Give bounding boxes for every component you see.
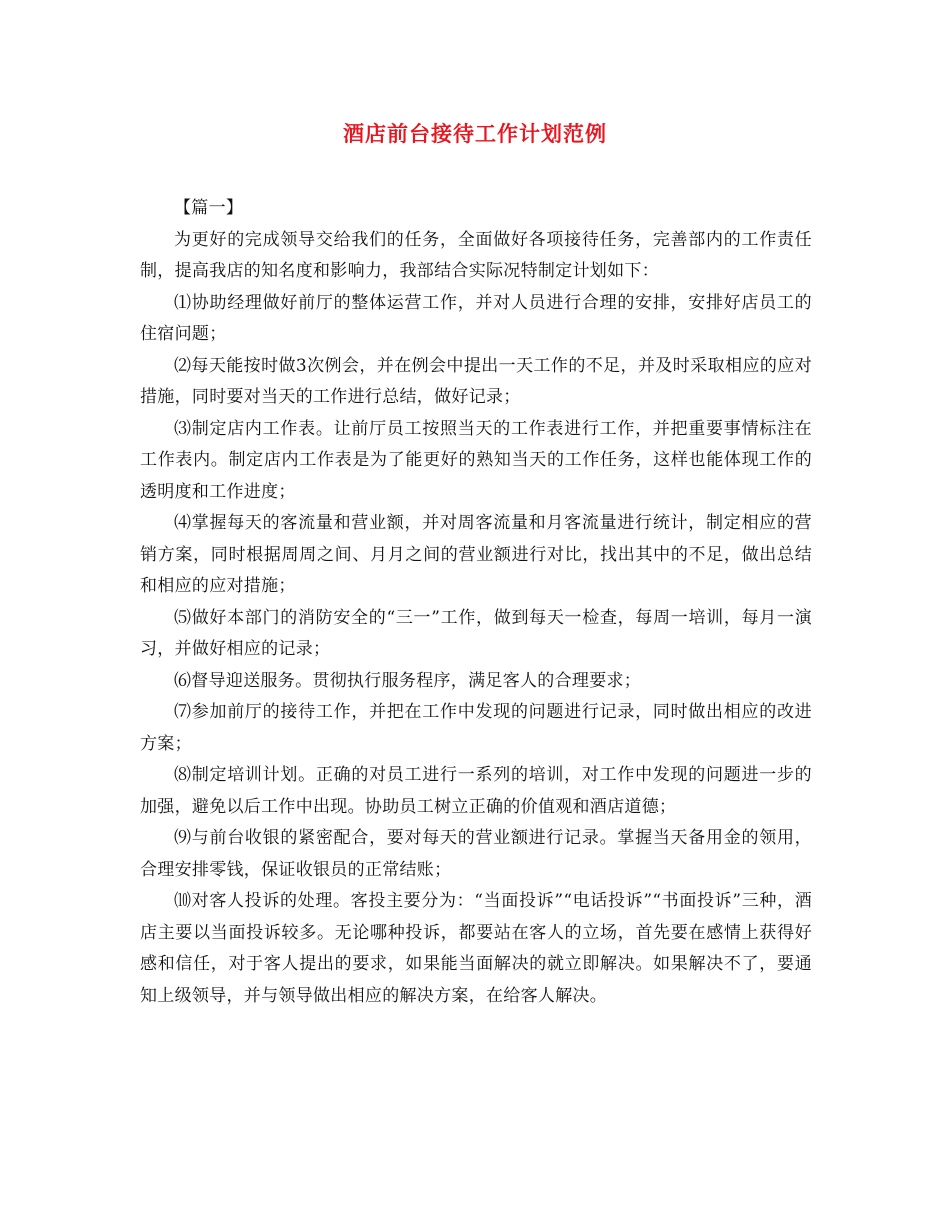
paragraph-item-2: ⑵每天能按时做3次例会，并在例会中提出一天工作的不足，并及时采取相应的应对措施，同时要对当天的工作进行总结，做好记录； (140, 355, 812, 407)
section-heading: 【篇一】 (174, 198, 244, 218)
paragraph-item-7: ⑺参加前厅的接待工作，并把在工作中发现的问题进行记录，同时做出相应的改进方案； (140, 702, 812, 754)
paragraph-item-5: ⑸做好本部门的消防安全的“三一”工作，做到每天一检查，每周一培训，每月一演习，并做好相应的记录； (140, 607, 812, 659)
document-body (140, 193, 812, 1012)
page-title: 酒店前台接待工作计划范例 (343, 121, 607, 146)
paragraph-intro: 为更好的完成领导交给我们的任务，全面做好各项接待任务，完善部内的工作责任制，提高我店的知名度和影响力，我部结合实际况特制定计划如下： (140, 229, 812, 281)
paragraph-item-9: ⑼与前台收银的紧密配合，要对每天的营业额进行记录。掌握当天备用金的领用，合理安排零钱，保证收银员的正常结账； (140, 828, 812, 880)
paragraph-item-1: ⑴协助经理做好前厅的整体运营工作，并对人员进行合理的安排，安排好店员工的住宿问题； (140, 292, 812, 344)
paragraph-item-6: ⑹督导迎送服务。贯彻执行服务程序，满足客人的合理要求； (174, 670, 642, 691)
paragraph-item-3: ⑶制定店内工作表。让前厅员工按照当天的工作表进行工作，并把重要事情标注在工作表内。制定店内工作表是为了能更好的熟知当天的工作任务，这样也能体现工作的透明度和工作进度； (140, 418, 812, 502)
paragraph-item-10: ⑽对客人投诉的处理。客投主要分为：“当面投诉”“电话投诉”“书面投诉”三种，酒店主要以当面投诉较多。无论哪种投诉，都要站在客人的立场，首先要在感情上获得好感和信任，对于客人提出的要求，如果能当面解决的就立即解决。如果解决不了，要通知上级领导，并与领导做出相应的解决方案，在给客人解决。 (140, 891, 812, 1006)
paragraph-item-4: ⑷掌握每天的客流量和营业额，并对周客流量和月客流量进行统计，制定相应的营销方案，同时根据周周之间、月月之间的营业额进行对比，找出其中的不足，做出总结和相应的应对措施； (140, 513, 812, 596)
paragraph-item-8: ⑻制定培训计划。正确的对员工进行一系列的培训，对工作中发现的问题进一步的加强，避免以后工作中出现。协助员工树立正确的价值观和酒店道德； (140, 765, 812, 817)
